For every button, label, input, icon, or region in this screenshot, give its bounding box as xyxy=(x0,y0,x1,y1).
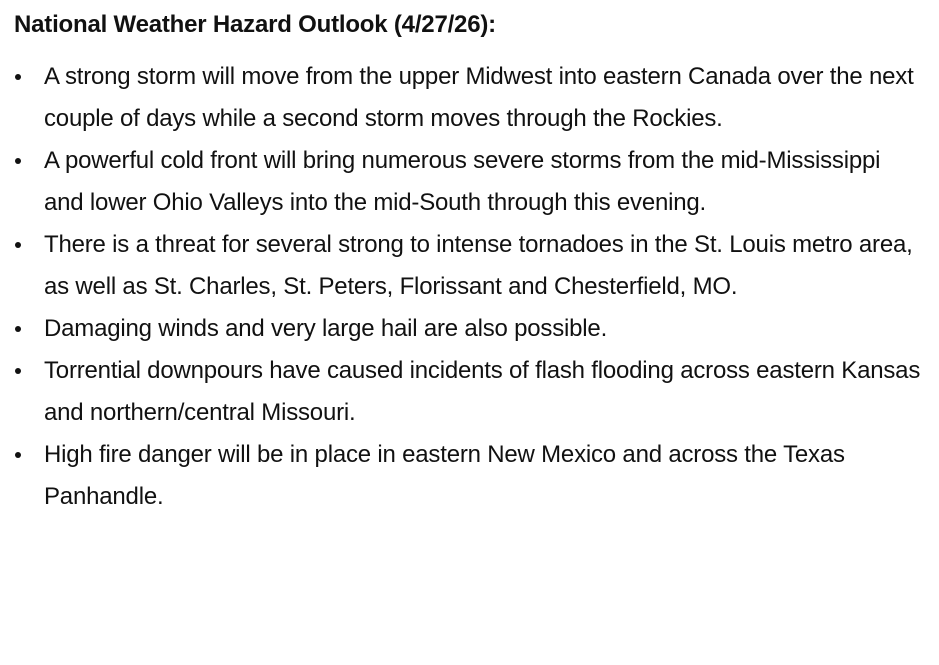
hazard-text: There is a threat for several strong to intense tornadoes in the St. Louis metro area, as well as St. Charles, St. Peters, Florissant and Chesterfield, MO. xyxy=(44,231,913,300)
bullet-dot-icon xyxy=(15,242,21,248)
hazard-text: High fire danger will be in place in eastern New Mexico and across the Texas Panhandle. xyxy=(44,441,845,510)
hazard-list xyxy=(14,56,939,518)
hazard-text: Torrential downpours have caused incidents of flash flooding across eastern Kansas and northern/central Missouri. xyxy=(44,357,921,426)
list-item xyxy=(14,140,939,224)
list-item xyxy=(14,56,939,140)
list-item xyxy=(14,350,939,434)
hazard-text: A powerful cold front will bring numerous severe storms from the mid-Mississippi and lower Ohio Valleys into the mid-South through this evening. xyxy=(44,147,881,216)
bullet-dot-icon xyxy=(15,326,21,332)
bullet-dot-icon xyxy=(15,368,21,374)
bullet-dot-icon xyxy=(15,452,21,458)
list-item xyxy=(14,308,939,350)
list-item xyxy=(14,434,939,518)
list-item xyxy=(14,224,939,308)
outlook-title: National Weather Hazard Outlook (4/27/26): xyxy=(14,11,496,38)
hazard-text: A strong storm will move from the upper Midwest into eastern Canada over the next couple of days while a second storm moves through the Rockies. xyxy=(44,63,914,132)
bullet-dot-icon xyxy=(15,74,21,80)
hazard-text: Damaging winds and very large hail are also possible. xyxy=(44,315,608,342)
bullet-dot-icon xyxy=(15,158,21,164)
